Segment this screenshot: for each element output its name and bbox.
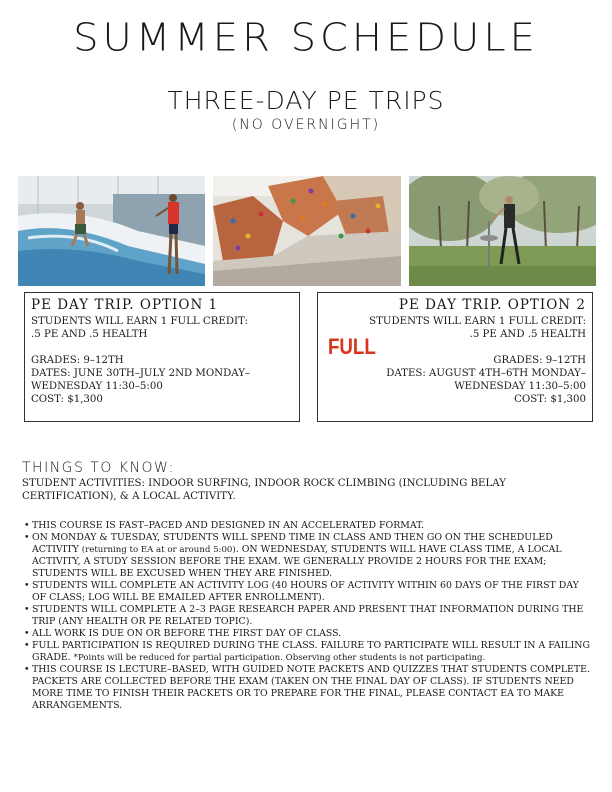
page-title: SUMMER SCHEDULE [73,16,539,60]
option-2-credit-line-1: STUDENTS WILL EARN 1 FULL CREDIT: [369,316,586,327]
student-activities-intro: STUDENT ACTIVITIES: INDOOR SURFING, INDOOR ROCK CLIMBING (INCLUDING BELAY CERTIFICATION), & A LOCAL ACTIVITY. [22,478,506,502]
option-2-heading: PE DAY TRIP. OPTION 2 [398,297,586,313]
option-2-box [317,292,593,422]
list-item: • THIS COURSE IS FAST–PACED AND DESIGNED IN AN ACCELERATED FORMAT. [24,520,590,532]
option-2-grades: GRADES: 9–12TH [493,355,586,366]
disc-golf-photo [409,176,596,286]
option-1-cost: COST: $1,300 [31,394,103,405]
full-status-stamp: FULL [328,334,376,359]
indoor-surfing-photo [18,176,205,286]
list-item: • ALL WORK IS DUE ON OR BEFORE THE FIRST DAY OF CLASS. [24,628,590,640]
list-item: • THIS COURSE IS LECTURE–BASED, WITH GUIDED NOTE PACKETS AND QUIZZES THAT STUDENTS COMPLETE. PACKETS ARE COLLECTED BEFORE THE EXAM (TAKEN ON THE FINAL DAY OF CLASS). IF STUDENTS NEED MORE TIME TO FINISH THEIR PACKETS OR TO PREPARE FOR THE FINAL, PLEASE CONTACT EA TO MAKE ARRANGEMENTS. [24,664,590,712]
list-item: • ON MONDAY & TUESDAY, STUDENTS WILL SPEND TIME IN CLASS AND THEN GO ON THE SCHEDULED ACTIVITY (returning to EA at or around 5:00). ON WEDNESDAY, STUDENTS WILL HAVE CLASS TIME, A LOCAL ACTIVITY, A STUDY SESSION BEFORE THE EXAM. WE GENERALLY PROVIDE 2 HOURS FOR THE EXAM; STUDENTS WILL BE EXCUSED WHEN THEY ARE FINISHED. [24,532,590,580]
option-2-cost: COST: $1,300 [514,394,586,405]
option-1-credit-line-2: .5 PE AND .5 HEALTH [31,329,148,340]
list-item: • FULL PARTICIPATION IS REQUIRED DURING THE CLASS. FAILURE TO PARTICIPATE WILL RESULT IN A FAILING GRADE. *Points will be reduced for partial participation. Observing other students is not participating. [24,640,590,664]
page-subtitle: THREE-DAY PE TRIPS [167,86,445,115]
option-1-credit-line-1: STUDENTS WILL EARN 1 FULL CREDIT: [31,316,248,327]
page-subnote: (NO OVERNIGHT) [231,117,381,133]
option-1-grades: GRADES: 9–12TH [31,355,124,366]
list-item: • STUDENTS WILL COMPLETE AN ACTIVITY LOG (40 HOURS OF ACTIVITY WITHIN 60 DAYS OF THE FIRST DAY OF CLASS; LOG WILL BE EMAILED AFTER ENROLLMENT). [24,580,590,604]
option-1-dates-line-1: DATES: JUNE 30TH–JULY 2ND MONDAY– [31,368,251,379]
things-to-know-list [24,520,590,712]
option-1-heading: PE DAY TRIP. OPTION 1 [31,297,219,313]
option-2-credit-line-2: .5 PE AND .5 HEALTH [469,329,586,340]
rock-climbing-wall-photo [213,176,401,286]
option-1-box [24,292,300,422]
option-2-dates-line-2: WEDNESDAY 11:30–5:00 [454,381,586,392]
option-2-dates-line-1: DATES: AUGUST 4TH–6TH MONDAY– [386,368,586,379]
option-1-dates-line-2: WEDNESDAY 11:30–5:00 [31,381,163,392]
things-to-know-heading: THINGS TO KNOW: [22,460,175,476]
list-item: • STUDENTS WILL COMPLETE A 2–3 PAGE RESEARCH PAPER AND PRESENT THAT INFORMATION DURING THE TRIP (ANY HEALTH OR PE RELATED TOPIC). [24,604,590,628]
